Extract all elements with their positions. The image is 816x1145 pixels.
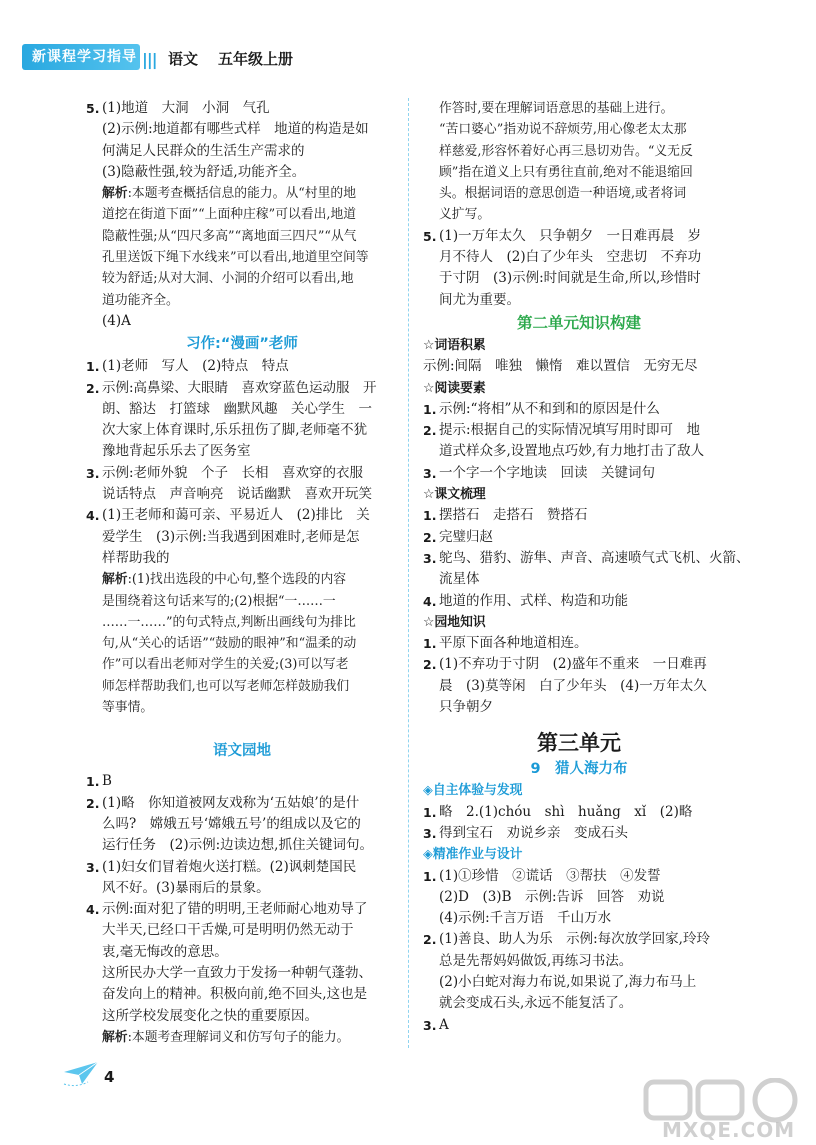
lesson-title: 9 猎人海力布 — [530, 761, 628, 778]
section-title: 第二单元知识构建 — [516, 313, 641, 332]
subsection-title: ◈精准作业与设计 — [423, 847, 523, 863]
answer-item: 2. 示例:高鼻梁、大眼睛 喜欢穿蓝色运动服 开 朗、豁达 打篮球 幽默风趣 关心学生 一 次大家上体育课时,乐乐扭伤了脚,老师毫不犹 豫地背起乐乐去了医务室 — [86, 379, 377, 460]
vocab-line: 示例:间隔 唯独 懒惰 难以置信 无穷无尽 — [423, 358, 698, 375]
answer-item: 2. (1)不弃功于寸阴 (2)盛年不重来 一日难再 晨 (3)莫等闲 白了少年头 (4)一万年太久 只争朝夕 — [423, 656, 707, 716]
left-column — [86, 98, 398, 1048]
answer-item: 2. (1)善良、助人为乐 示例:每次放学回家,玲玲 总是先帮妈妈做饭,再练习书法。 (2)小白蛇对海力布说,如果说了,海力布马上 就会变成石头,永远不能复活了。 — [423, 931, 710, 1012]
subject-label: 语文 — [168, 50, 199, 68]
header-bars: ||| — [142, 50, 157, 69]
answer-item: 1. 平原下面各种地道相连。 — [423, 635, 588, 652]
answer-item: 1. 略 2.(1)chóu shì huǎng xǐ (2)略 — [423, 803, 693, 820]
answer-item: 4. (1)王老师和蔼可亲、平易近人 (2)排比 关 爱学生 (3)示例:当我遇到困难时,老师是怎 样帮助我的 解析:(1)找出选段的中心句,整个选段的内容 是围绕着这句话来写的;(2)根据“一……一 ……一……”的句式特点,判断出画线句为排比 句,从“关心的话语”“鼓励的眼神”和“温柔的动 作”可以看出老师对学生的关爱;(3)可以写老 师怎样帮助我们,也可以写老师怎样鼓励我们 等事情。 — [86, 505, 398, 718]
answer-item: 4. 地道的作用、式样、构造和功能 — [423, 592, 628, 609]
answer-item: 5. (1)地道 大洞 小洞 气孔 (2)示例:地道都有哪些式样 地道的构造是如 何满足人民群众的生活生产需求的 (3)隐蔽性强,较为舒适,功能齐全。 解析:本题考查概括信息的能力。从“村里的地 道挖在街道下面”“上面种庄稼”可以看出,地道 隐蔽性强;从“四尺多高”“离地面三四尺”“从气 孔里送饭下绳下水线来”可以看出,地道里空间等 较为舒适;从对大洞、小洞的介绍可以看出,地 道功能齐全。 (4)A — [86, 98, 398, 332]
analysis-text: 解析:本题考查理解词义和仿写句子的能力。 — [102, 1029, 350, 1045]
subsection-title: ☆课文梳理 — [423, 487, 486, 503]
section-title: 习作:“漫画”老师 — [186, 336, 298, 353]
section-title: 语文园地 — [213, 743, 271, 760]
answer-item: 2. 提示:根据自己的实际情况填写用时即可 地 道式样众多,设置地点巧妙,有力地打击了敌人 — [423, 422, 705, 460]
answer-item: 2. (1)略 你知道被网友戏称为‘五姑娘’的是什 么吗? 嫦娥五号‘嫦娥五号’的组成以及它的 运行任务 (2)示例:边读边想,抓住关键词句。 — [86, 794, 373, 854]
right-column — [423, 98, 750, 1036]
answer-item: 1. (1)老师 写人 (2)特点 特点 — [86, 358, 289, 375]
answer-item: 2. 完璧归赵 — [423, 528, 493, 545]
answer-item: 3. 得到宝石 劝说乡亲 变成石头 — [423, 824, 628, 841]
subsection-title: ☆阅读要素 — [423, 380, 486, 396]
paper-plane-icon — [62, 1058, 102, 1088]
page-header — [0, 40, 816, 76]
answer-item: 3. 一个字一个字地读 回读 关键词句 — [423, 464, 655, 481]
answer-continuation: 作答时,要在理解词语意思的基础上进行。 “苦口婆心”指劝说不辞烦劳,用心像老太太那 样慈爱,形容怀着好心再三恳切劝告。“义无反 顾”指在道义上只有勇往直前,绝对不能退缩回 头。根据词语的意思创造一种语境,或者将词 义扩写。 — [439, 101, 693, 223]
series-badge: 新课程学习指导 — [22, 44, 140, 70]
subsection-title: ☆园地知识 — [423, 614, 486, 630]
answer-item: 1. 示例:“将相”从不和到和的原因是什么 — [423, 400, 660, 417]
answer-item: 3. (1)妇女们冒着炮火送打糕。(2)讽刺楚国民 风不好。(3)暴雨后的景象。 — [86, 858, 357, 896]
analysis-text: 解析:(1)找出选段的中心句,整个选段的内容 — [102, 572, 347, 588]
answer-item: 3. 鸵鸟、猎豹、游隼、声音、高速喷气式飞机、火箭、 流星体 — [423, 549, 750, 588]
column-divider — [408, 98, 409, 1048]
answer-item: 3. A — [423, 1016, 449, 1033]
answer-item: 1. 摆搭石 走搭石 赞搭石 — [423, 507, 588, 524]
unit-title: 第三单元 — [537, 731, 621, 756]
answer-item: 3. 示例:老师外貌 个子 长相 喜欢穿的衣服 说话特点 声音响亮 说话幽默 喜欢开玩笑 — [86, 464, 372, 503]
site-logo-text: MXQE.COM — [662, 1118, 796, 1142]
answer-item: 4. 示例:面对犯了错的明明,王老师耐心地劝导了 大半天,已经口干舌燥,可是明明仍然无动于 衷,毫无悔改的意思。 这所民办大学一直致力于发扬一种朝气蓬勃、 奋发向上的精神。积极向前,绝不回头,这也是 这所学校发展变化之快的重要原因。 解析:本题考查理解词义和仿写句子的能力。 — [86, 899, 398, 1048]
page-number: 4 — [104, 1068, 115, 1086]
answer-item: 1. (1)①珍惜 ②谎话 ③帮扶 ④发誓 (2)D (3)B 示例:告诉 回答 劝说 (4)示例:千言万语 千山万水 — [423, 867, 665, 927]
answer-item: 5. (1)一万年太久 只争朝夕 一日难再晨 岁 月不待人 (2)白了少年头 空悲切 不弃功 于寸阴 (3)示例:时间就是生命,所以,珍惜时 间尤为重要。 — [423, 227, 702, 308]
subsection-title: ◈自主体验与发现 — [423, 783, 523, 799]
grade-label: 五年级上册 — [218, 50, 294, 68]
subsection-title: ☆词语积累 — [423, 337, 486, 353]
analysis-text: 解析:本题考查概括信息的能力。从“村里的地 — [102, 186, 356, 202]
answer-item: 1. B — [86, 773, 112, 790]
